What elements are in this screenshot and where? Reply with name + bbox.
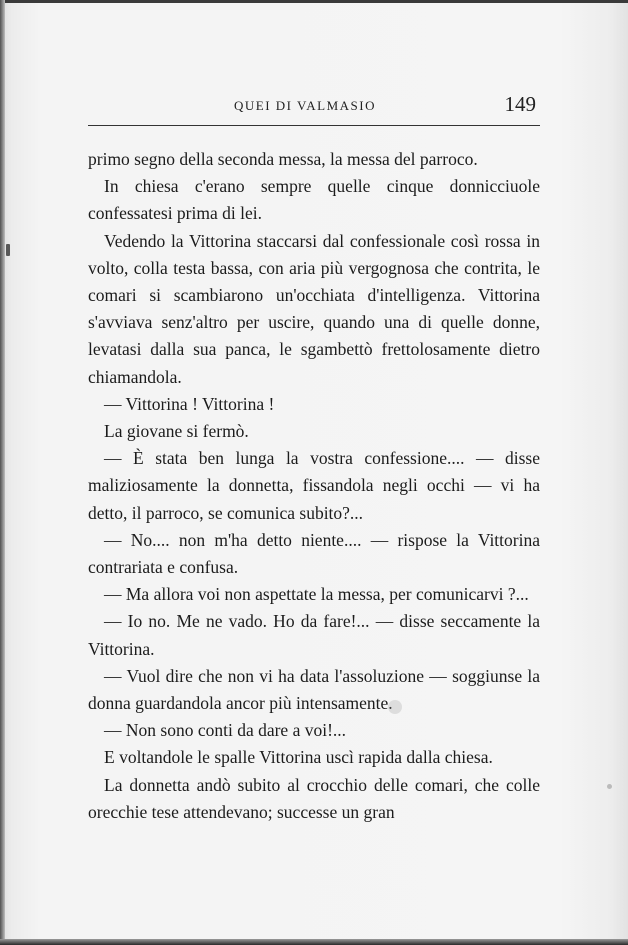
paper-speck xyxy=(6,244,10,256)
page-bottom-edge xyxy=(0,939,628,945)
paragraph: — Ma allora voi non aspettate la messa, per comunicarvi ?... xyxy=(104,584,529,605)
paragraph: La donnetta andò subito al crocchio delle comari, che colle orecchie tese attendevano; successe un gran xyxy=(88,774,540,822)
paragraph: Vedendo la Vittorina staccarsi dal confessionale così rossa in volto, colla testa bassa, con aria più vergognosa che contrita, le comari si scambiarono un'occhiata d'intelligenza. Vittorina s'avviava senz'altro per uscire, quando una di quelle donne, levatasi dalla sua panca, le sgambettò frettolosamente dietro chiamandola. xyxy=(88,230,540,387)
page-binding-edge xyxy=(0,0,5,945)
paragraph: — Vittorina ! Vittorina ! xyxy=(104,393,275,414)
paragraph: — Io no. Me ne vado. Ho da fare!... — disse seccamente la Vittorina. xyxy=(88,611,540,659)
header-rule xyxy=(88,125,540,126)
paragraph: — No.... non m'ha detto niente.... — rispose la Vittorina contrariata e confusa. xyxy=(88,529,540,578)
running-header xyxy=(88,92,540,122)
paragraph: — È stata ben lunga la vostra confessione.... — disse maliziosamente la donnetta, fissandola negli occhi — vi ha detto, il parroco, se comunica subito?... xyxy=(88,448,540,523)
paragraph: — Vuol dire che non vi ha data l'assoluzione — soggiunse la donna guardandola ancor più intensamente. xyxy=(88,665,540,714)
paper-speck xyxy=(607,784,612,789)
page-number: 149 xyxy=(504,92,536,116)
paragraph: — Non sono conti da dare a voi!... xyxy=(104,720,347,741)
paragraph: La giovane si fermò. xyxy=(104,421,249,442)
paper-speck xyxy=(388,700,402,714)
paragraph: E voltandole le spalle Vittorina uscì rapida dalla chiesa. xyxy=(104,747,493,768)
running-title: QUEI DI VALMASIO xyxy=(234,98,376,113)
paragraph: In chiesa c'erano sempre quelle cinque donnicciuole confessatesi prima di lei. xyxy=(88,176,540,224)
body-text xyxy=(88,146,540,826)
page-top-edge xyxy=(0,0,628,3)
paragraph: primo segno della seconda messa, la messa del parroco. xyxy=(88,149,478,169)
